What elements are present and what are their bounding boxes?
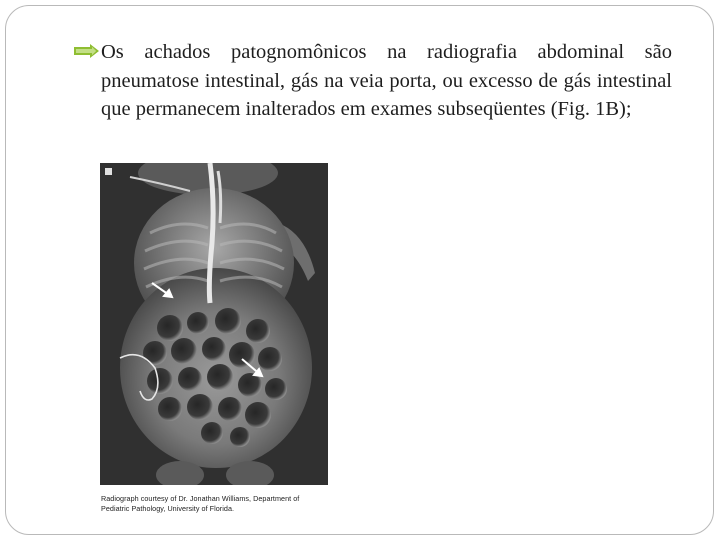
bullet-item (72, 38, 672, 124)
bullet-text: Os achados patognomônicos na radiografia abdominal são pneumatose intestinal, gás na veia porta, ou excesso de gás intestinal que permanecem inalterados em exames subseqüentes (Fig. 1B); (101, 41, 672, 120)
caption-line-2: Pediatric Pathology, University of Florida. (101, 503, 235, 513)
figure-caption (101, 494, 341, 513)
arrow-bullet-icon (72, 43, 102, 59)
caption-line-1: Radiograph courtesy of Dr. Jonathan Williams, Department of (101, 494, 300, 503)
radiograph-image (100, 163, 328, 485)
